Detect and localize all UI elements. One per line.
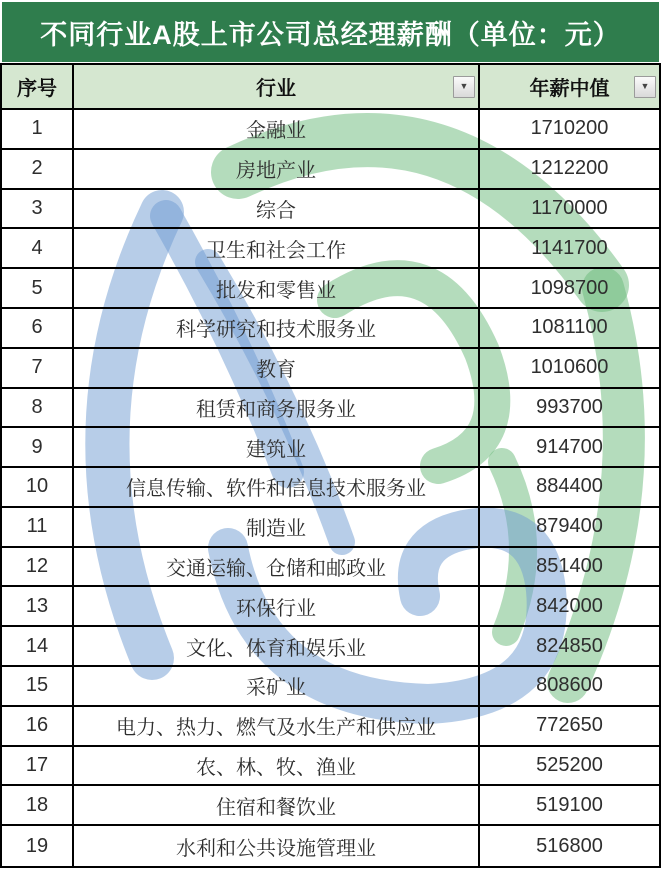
row-salary-cell: 519100 bbox=[480, 786, 659, 826]
row-salary-cell: 879400 bbox=[480, 508, 659, 548]
row-index-cell: 19 bbox=[2, 826, 74, 866]
row-industry-cell: 金融业 bbox=[74, 110, 480, 150]
row-industry-cell: 批发和零售业 bbox=[74, 269, 480, 309]
row-index-cell: 13 bbox=[2, 587, 74, 627]
column-header-salary bbox=[480, 65, 659, 110]
row-salary-cell: 1170000 bbox=[480, 190, 659, 230]
row-industry-cell: 信息传输、软件和信息技术服务业 bbox=[74, 468, 480, 508]
industry-filter-button[interactable] bbox=[453, 76, 475, 98]
row-salary-cell: 914700 bbox=[480, 428, 659, 468]
row-industry-cell: 建筑业 bbox=[74, 428, 480, 468]
filter-dropdown-icon: ▼ bbox=[459, 81, 469, 91]
row-salary-cell: 516800 bbox=[536, 834, 603, 857]
row-salary-cell: 808600 bbox=[480, 667, 659, 707]
row-salary-cell: 851400 bbox=[480, 548, 659, 588]
row-industry-cell: 住宿和餐饮业 bbox=[74, 786, 480, 826]
column-header-index-label: 序号 bbox=[17, 78, 57, 100]
title-bar bbox=[2, 2, 659, 62]
row-index-cell: 2 bbox=[2, 150, 74, 190]
row-index-cell: 4 bbox=[2, 229, 74, 269]
filter-dropdown-icon: ▼ bbox=[640, 81, 650, 91]
row-industry-cell: 租赁和商务服务业 bbox=[74, 389, 480, 429]
row-index-cell: 18 bbox=[2, 786, 74, 826]
column-header-industry bbox=[74, 65, 480, 110]
row-industry-cell: 农、林、牧、渔业 bbox=[74, 747, 480, 787]
row-index-cell: 7 bbox=[2, 349, 74, 389]
column-header-industry-label: 行业 bbox=[256, 78, 296, 100]
column-header-index bbox=[2, 65, 74, 110]
page-title: 不同行业A股上市公司总经理薪酬（单位：元） bbox=[40, 19, 621, 50]
row-salary-cell: 993700 bbox=[480, 389, 659, 429]
salary-filter-button[interactable] bbox=[634, 76, 656, 98]
row-industry-cell: 文化、体育和娱乐业 bbox=[74, 627, 480, 667]
row-index-cell: 12 bbox=[2, 548, 74, 588]
salary-table bbox=[0, 63, 661, 868]
column-header-salary-label: 年薪中值 bbox=[529, 78, 610, 100]
row-index-cell: 3 bbox=[2, 190, 74, 230]
row-index-cell: 16 bbox=[2, 707, 74, 747]
row-index-cell: 5 bbox=[2, 269, 74, 309]
row-index-cell: 14 bbox=[2, 627, 74, 667]
row-salary-cell: 1098700 bbox=[480, 269, 659, 309]
row-index-cell: 1 bbox=[2, 110, 74, 150]
row-industry-cell: 综合 bbox=[74, 190, 480, 230]
row-industry-cell: 交通运输、仓储和邮政业 bbox=[74, 548, 480, 588]
row-industry-cell: 水利和公共设施管理业 bbox=[74, 826, 480, 866]
row-industry-cell: 采矿业 bbox=[74, 667, 480, 707]
row-index-cell: 10 bbox=[2, 468, 74, 508]
row-salary-cell: 772650 bbox=[480, 707, 659, 747]
row-industry-cell: 电力、热力、燃气及水生产和供应业 bbox=[74, 707, 480, 747]
row-index-cell: 6 bbox=[2, 309, 74, 349]
row-industry-cell: 房地产业 bbox=[74, 150, 480, 190]
row-index-cell: 15 bbox=[2, 667, 74, 707]
row-salary-cell: 1010600 bbox=[480, 349, 659, 389]
row-index-cell: 17 bbox=[2, 747, 74, 787]
row-index-cell: 11 bbox=[2, 508, 74, 548]
row-salary-cell: 525200 bbox=[480, 747, 659, 787]
row-index-cell: 8 bbox=[2, 389, 74, 429]
row-industry-cell: 科学研究和技术服务业 bbox=[74, 309, 480, 349]
row-salary-cell: 1212200 bbox=[480, 150, 659, 190]
row-industry-cell: 环保行业 bbox=[74, 587, 480, 627]
row-salary-cell: 1081100 bbox=[480, 309, 659, 349]
row-salary-cell: 842000 bbox=[480, 587, 659, 627]
row-salary-cell: 1141700 bbox=[480, 229, 659, 269]
row-industry-cell: 教育 bbox=[74, 349, 480, 389]
row-salary-cell: 824850 bbox=[480, 627, 659, 667]
row-salary-cell: 1710200 bbox=[480, 110, 659, 150]
row-salary-cell: 884400 bbox=[480, 468, 659, 508]
row-industry-cell: 卫生和社会工作 bbox=[74, 229, 480, 269]
row-index-cell: 9 bbox=[2, 428, 74, 468]
row-industry-cell: 制造业 bbox=[74, 508, 480, 548]
